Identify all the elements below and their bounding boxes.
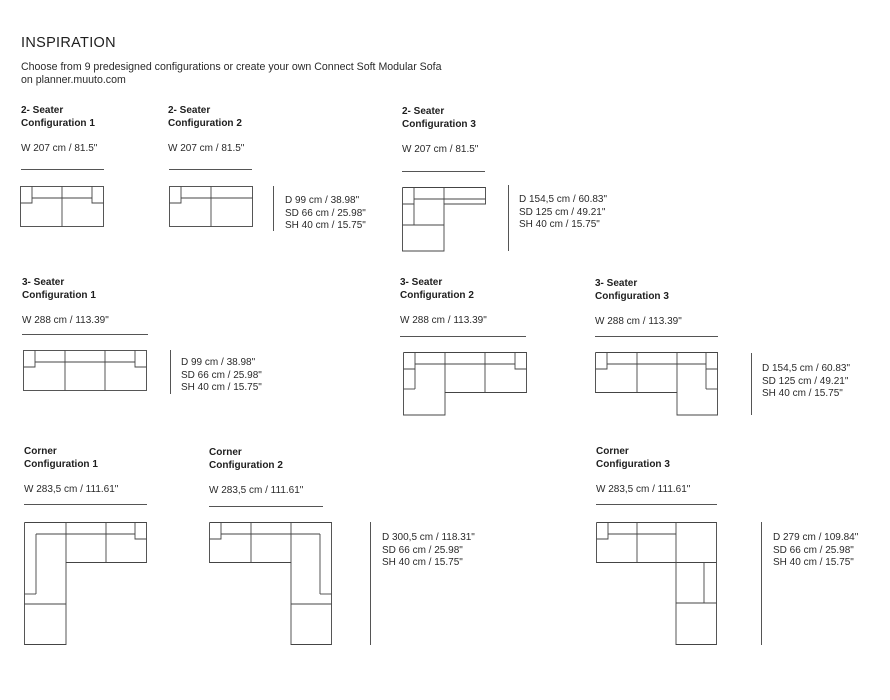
config-number-label: Configuration 1 — [22, 289, 96, 301]
depth-value: D 154,5 cm / 60.83" — [519, 194, 608, 205]
config-2-seater-1 — [21, 105, 95, 130]
seat-height-value: SH 40 cm / 15.75" — [762, 388, 843, 400]
config-number-label: Configuration 1 — [24, 458, 98, 470]
seat-depth-value: SD 125 cm / 49.21" — [519, 206, 606, 218]
width-label: W 283,5 cm / 111.61" — [596, 484, 691, 495]
width-rule — [209, 506, 323, 507]
seat-height-value: SH 40 cm / 15.75" — [519, 219, 600, 231]
config-type-label: Corner — [596, 446, 629, 457]
width-rule — [595, 336, 718, 337]
sofa-diagram-corner-1 — [24, 522, 150, 648]
depth-value: D 154,5 cm / 60.83" — [762, 363, 851, 374]
config-corner-1 — [24, 446, 98, 471]
seat-depth-value: SD 66 cm / 25.98" — [285, 207, 366, 219]
width-rule — [24, 504, 147, 505]
seat-height-value: SH 40 cm / 15.75" — [773, 557, 854, 569]
config-number-label: Configuration 3 — [596, 458, 670, 470]
sofa-diagram-3-seater-2 — [403, 352, 531, 418]
config-3-seater-2 — [400, 277, 474, 302]
config-number-label: Configuration 2 — [168, 117, 242, 129]
seat-depth-value: SD 125 cm / 49.21" — [762, 375, 849, 387]
width-label: W 207 cm / 81.5" — [168, 143, 245, 154]
config-number-label: Configuration 2 — [400, 289, 474, 301]
sofa-diagram-3-seater-1 — [23, 350, 151, 393]
dimensions-block — [285, 195, 366, 233]
width-label: W 207 cm / 81.5" — [21, 143, 98, 154]
intro-line-2: on planner.muuto.com — [21, 74, 126, 86]
dimensions-block — [762, 363, 850, 401]
dimensions-block — [519, 194, 607, 232]
depth-value: D 279 cm / 109.84" — [773, 532, 859, 543]
sofa-diagram-2-seater-2 — [169, 186, 255, 230]
depth-value: D 300,5 cm / 118.31" — [382, 532, 475, 543]
depth-value: D 99 cm / 38.98" — [181, 357, 256, 368]
sofa-diagram-3-seater-3 — [595, 352, 721, 418]
config-2-seater-3 — [402, 106, 476, 131]
config-2-seater-2 — [168, 105, 242, 130]
width-label: W 288 cm / 113.39" — [595, 316, 682, 327]
config-type-label: 2- Seater — [168, 105, 211, 116]
width-label: W 283,5 cm / 111.61" — [209, 485, 304, 496]
seat-height-value: SH 40 cm / 15.75" — [382, 557, 463, 569]
width-rule — [21, 169, 104, 170]
width-rule — [22, 334, 148, 335]
depth-divider — [751, 353, 752, 415]
config-type-label: Corner — [24, 446, 57, 457]
config-number-label: Configuration 3 — [402, 118, 476, 130]
width-label: W 288 cm / 113.39" — [400, 315, 487, 326]
config-type-label: 2- Seater — [402, 106, 445, 117]
width-rule — [596, 504, 717, 505]
sofa-diagram-2-seater-1 — [20, 186, 106, 230]
depth-value: D 99 cm / 38.98" — [285, 195, 360, 206]
config-corner-2 — [209, 447, 283, 472]
width-label: W 207 cm / 81.5" — [402, 144, 479, 155]
intro-line-1: Choose from 9 predesigned configurations or create your own Connect Soft Modular Sofa — [21, 61, 442, 73]
seat-height-value: SH 40 cm / 15.75" — [181, 382, 262, 394]
width-label: W 288 cm / 113.39" — [22, 315, 109, 326]
depth-divider — [170, 350, 171, 394]
config-number-label: Configuration 2 — [209, 459, 283, 471]
width-rule — [400, 336, 526, 337]
seat-depth-value: SD 66 cm / 25.98" — [773, 544, 854, 556]
dimensions-block — [181, 357, 262, 395]
config-type-label: 3- Seater — [22, 277, 65, 288]
sofa-diagram-corner-3 — [596, 522, 720, 648]
seat-height-value: SH 40 cm / 15.75" — [285, 220, 366, 232]
page-title: INSPIRATION — [21, 35, 116, 51]
sofa-diagram-corner-2 — [209, 522, 335, 648]
depth-divider — [273, 186, 274, 231]
config-type-label: 2- Seater — [21, 105, 64, 116]
width-label: W 283,5 cm / 111.61" — [24, 484, 119, 495]
config-number-label: Configuration 1 — [21, 117, 95, 129]
config-type-label: 3- Seater — [595, 278, 638, 289]
seat-depth-value: SD 66 cm / 25.98" — [181, 369, 262, 381]
intro-text — [21, 61, 481, 87]
config-3-seater-1 — [22, 277, 96, 302]
depth-divider — [370, 522, 371, 645]
width-rule — [169, 169, 252, 170]
config-type-label: Corner — [209, 447, 242, 458]
depth-divider — [508, 185, 509, 251]
sofa-diagram-2-seater-3 — [402, 187, 488, 253]
config-type-label: 3- Seater — [400, 277, 443, 288]
config-corner-3 — [596, 446, 670, 471]
width-rule — [402, 171, 485, 172]
config-3-seater-3 — [595, 278, 669, 303]
config-number-label: Configuration 3 — [595, 290, 669, 302]
dimensions-block — [382, 532, 475, 570]
dimensions-block — [773, 532, 858, 570]
depth-divider — [761, 522, 762, 645]
seat-depth-value: SD 66 cm / 25.98" — [382, 544, 463, 556]
